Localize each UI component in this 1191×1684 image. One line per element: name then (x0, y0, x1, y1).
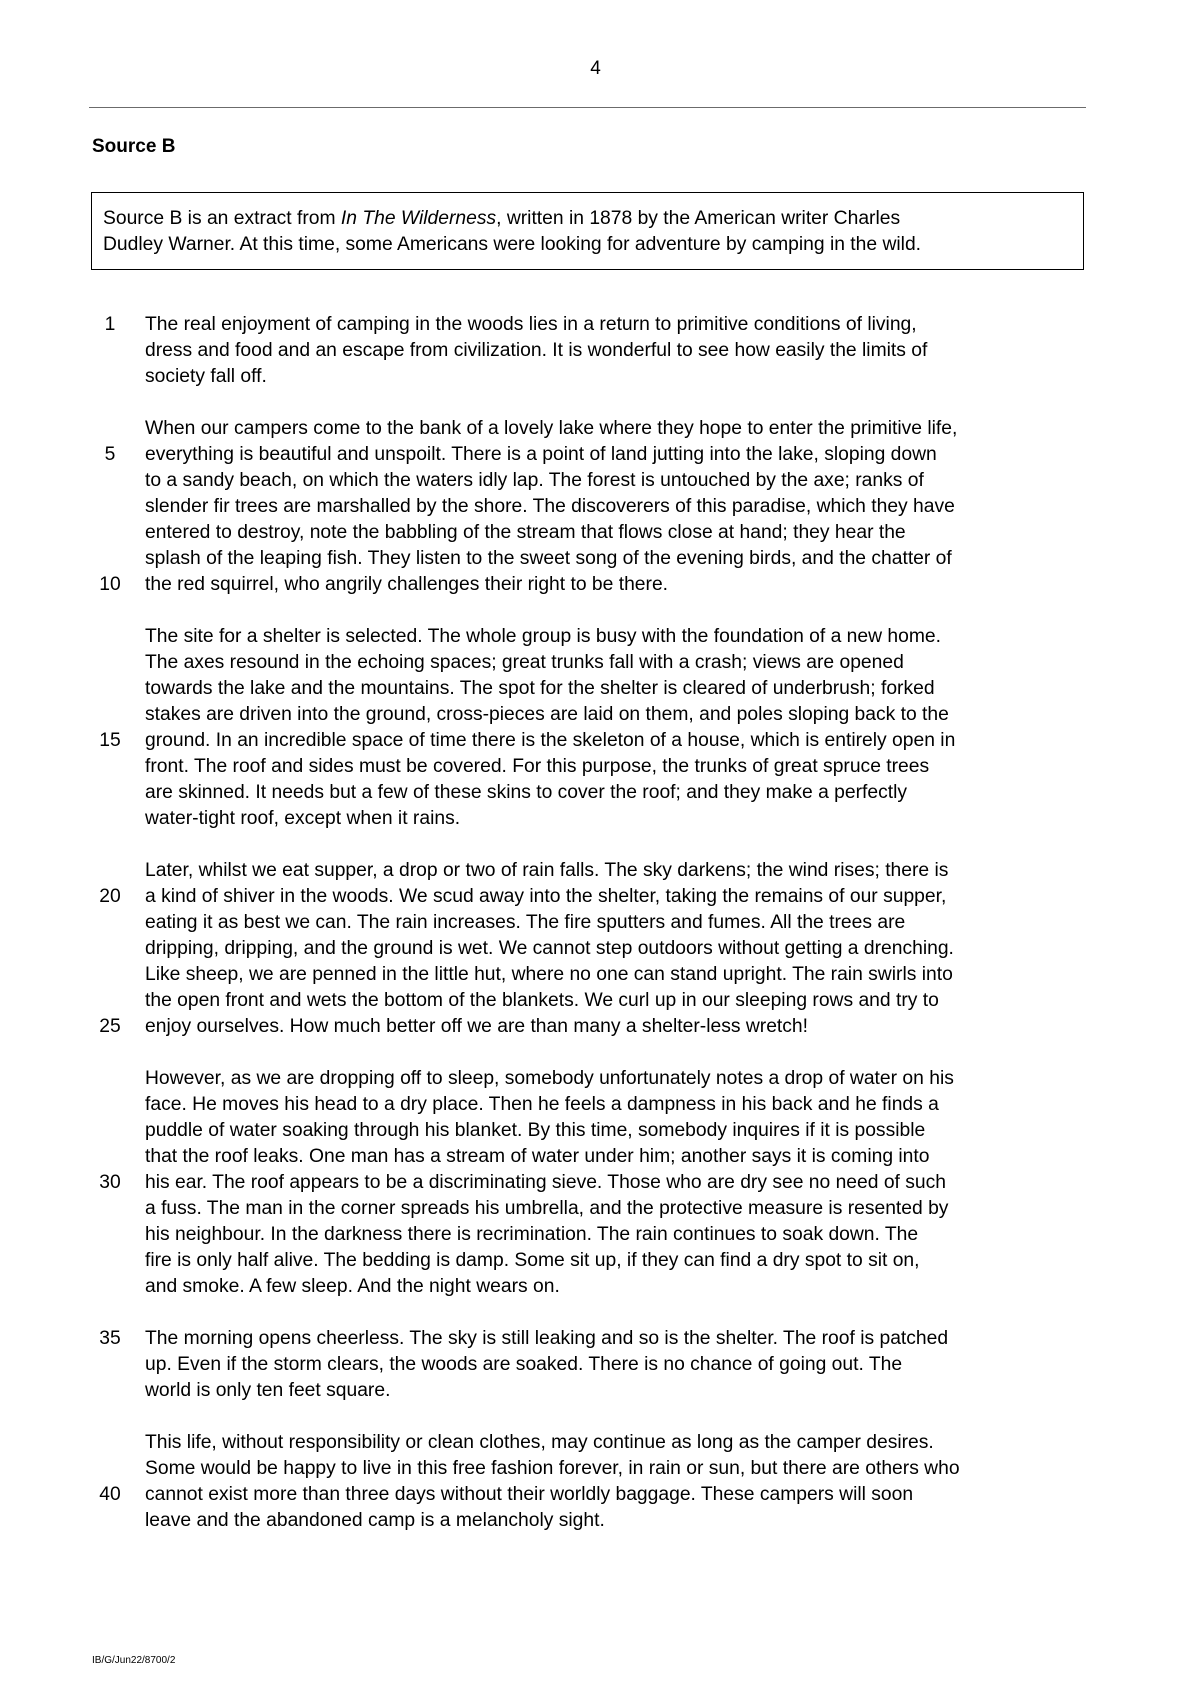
source-heading: Source B (92, 136, 176, 157)
line-text: ground. In an incredible space of time there is the skeleton of a house, which is entirely open in (145, 730, 956, 751)
paragraph (0, 1430, 1191, 1534)
line-text: towards the lake and the mountains. The spot for the shelter is cleared of underbrush; forked (145, 678, 935, 699)
line-text: to a sandy beach, on which the waters idly lap. The forest is untouched by the axe; ranks of (145, 470, 924, 491)
line-text: splash of the leaping fish. They listen to the sweet song of the evening birds, and the chatter of (145, 548, 952, 569)
line-text: that the roof leaks. One man has a stream of water under him; another says it is coming into (145, 1146, 930, 1167)
footer-code: IB/G/Jun22/8700/2 (92, 1655, 176, 1666)
text-line (0, 910, 1191, 936)
line-text: The morning opens cheerless. The sky is still leaking and so is the shelter. The roof is patched (145, 1328, 949, 1349)
intro-line-1 (103, 206, 1073, 232)
line-text: cannot exist more than three days without their worldly baggage. These campers will soon (145, 1484, 914, 1505)
source-intro-box (91, 192, 1084, 270)
line-text: water-tight roof, except when it rains. (145, 808, 461, 829)
line-text: This life, without responsibility or clean clothes, may continue as long as the camper desires. (145, 1432, 934, 1453)
text-line (0, 572, 1191, 598)
source-extract (0, 312, 1191, 1560)
header-divider (89, 107, 1086, 108)
text-line (0, 1092, 1191, 1118)
text-line (0, 728, 1191, 754)
line-number: 35 (99, 1328, 121, 1349)
text-line (0, 1196, 1191, 1222)
text-line (0, 884, 1191, 910)
page-number: 4 (590, 58, 601, 79)
text-line (0, 1248, 1191, 1274)
text-line (0, 468, 1191, 494)
line-text: Some would be happy to live in this free fashion forever, in rain or sun, but there are others who (145, 1458, 960, 1479)
line-number: 30 (99, 1172, 121, 1193)
line-number: 10 (99, 574, 121, 595)
text-line (0, 520, 1191, 546)
line-text: Later, whilst we eat supper, a drop or two of rain falls. The sky darkens; the wind rises; there is (145, 860, 949, 881)
text-line (0, 754, 1191, 780)
text-line (0, 338, 1191, 364)
line-text: Like sheep, we are penned in the little hut, where no one can stand upright. The rain swirls into (145, 964, 953, 985)
line-text: world is only ten feet square. (145, 1380, 391, 1401)
text-line (0, 806, 1191, 832)
line-text: dress and food and an escape from civilization. It is wonderful to see how easily the limits of (145, 340, 928, 361)
line-text: the open front and wets the bottom of the blankets. We curl up in our sleeping rows and try to (145, 990, 939, 1011)
line-text: fire is only half alive. The bedding is damp. Some sit up, if they can find a dry spot to sit on, (145, 1250, 920, 1271)
text-line (0, 1430, 1191, 1456)
paragraph (0, 1326, 1191, 1404)
text-line (0, 702, 1191, 728)
line-text: up. Even if the storm clears, the woods are soaked. There is no chance of going out. The (145, 1354, 903, 1375)
paragraph (0, 624, 1191, 832)
text-line (0, 1326, 1191, 1352)
line-number: 15 (99, 730, 121, 751)
intro-line-2: Dudley Warner. At this time, some Americans were looking for adventure by camping in the wild. (103, 234, 922, 255)
line-text: eating it as best we can. The rain increases. The fire sputters and fumes. All the trees are (145, 912, 906, 933)
line-number: 20 (99, 886, 121, 907)
line-text: everything is beautiful and unspoilt. There is a point of land jutting into the lake, sloping down (145, 444, 937, 465)
text-line (0, 494, 1191, 520)
line-text: leave and the abandoned camp is a melancholy sight. (145, 1510, 605, 1531)
text-line (0, 1456, 1191, 1482)
line-number: 1 (104, 314, 116, 335)
text-line (0, 1482, 1191, 1508)
line-text: and smoke. A few sleep. And the night wears on. (145, 1276, 560, 1297)
text-line (0, 1118, 1191, 1144)
line-text: slender fir trees are marshalled by the shore. The discoverers of this paradise, which they have (145, 496, 955, 517)
text-line (0, 1274, 1191, 1300)
text-line (0, 624, 1191, 650)
line-number: 25 (99, 1016, 121, 1037)
line-text: entered to destroy, note the babbling of the stream that flows close at hand; they hear the (145, 522, 906, 543)
text-line (0, 936, 1191, 962)
text-line (0, 988, 1191, 1014)
line-text: However, as we are dropping off to sleep, somebody unfortunately notes a drop of water on his (145, 1068, 954, 1089)
text-line (0, 1222, 1191, 1248)
paragraph (0, 312, 1191, 390)
paragraph (0, 1066, 1191, 1300)
line-text: society fall off. (145, 366, 267, 387)
line-text: The site for a shelter is selected. The whole group is busy with the foundation of a new home. (145, 626, 941, 647)
text-line (0, 962, 1191, 988)
text-line (0, 1508, 1191, 1534)
intro-text: , written in 1878 by the American writer Charles (496, 208, 901, 229)
line-number: 5 (104, 444, 116, 465)
text-line (0, 650, 1191, 676)
text-line (0, 1014, 1191, 1040)
paragraph (0, 858, 1191, 1040)
line-text: his neighbour. In the darkness there is recrimination. The rain continues to soak down. The (145, 1224, 919, 1245)
paragraph (0, 416, 1191, 598)
text-line (0, 858, 1191, 884)
line-text: his ear. The roof appears to be a discriminating sieve. Those who are dry see no need of such (145, 1172, 946, 1193)
line-text: are skinned. It needs but a few of these skins to cover the roof; and they make a perfectly (145, 782, 908, 803)
line-text: dripping, dripping, and the ground is wet. We cannot step outdoors without getting a drenching. (145, 938, 954, 959)
text-line (0, 1170, 1191, 1196)
line-number: 40 (99, 1484, 121, 1505)
line-text: The axes resound in the echoing spaces; great trunks fall with a crash; views are opened (145, 652, 904, 673)
line-text: face. He moves his head to a dry place. Then he feels a dampness in his back and he finds a (145, 1094, 939, 1115)
text-line (0, 442, 1191, 468)
line-text: The real enjoyment of camping in the woods lies in a return to primitive conditions of living, (145, 314, 917, 335)
text-line (0, 1144, 1191, 1170)
line-text: enjoy ourselves. How much better off we are than many a shelter-less wretch! (145, 1016, 809, 1037)
text-line (0, 780, 1191, 806)
line-text: a kind of shiver in the woods. We scud away into the shelter, taking the remains of our supper, (145, 886, 947, 907)
text-line (0, 416, 1191, 442)
book-title: In The Wilderness (340, 208, 497, 229)
intro-text: Source B is an extract from (103, 208, 341, 229)
text-line (0, 1352, 1191, 1378)
line-text: a fuss. The man in the corner spreads his umbrella, and the protective measure is resented by (145, 1198, 949, 1219)
line-text: the red squirrel, who angrily challenges their right to be there. (145, 574, 669, 595)
line-text: stakes are driven into the ground, cross-pieces are laid on them, and poles sloping back to the (145, 704, 949, 725)
text-line (0, 676, 1191, 702)
line-text: puddle of water soaking through his blanket. By this time, somebody inquires if it is possible (145, 1120, 926, 1141)
line-text: front. The roof and sides must be covered. For this purpose, the trunks of great spruce trees (145, 756, 930, 777)
text-line (0, 1378, 1191, 1404)
text-line (0, 1066, 1191, 1092)
text-line (0, 546, 1191, 572)
line-text: When our campers come to the bank of a lovely lake where they hope to enter the primitive life, (145, 418, 958, 439)
text-line (0, 364, 1191, 390)
text-line (0, 312, 1191, 338)
